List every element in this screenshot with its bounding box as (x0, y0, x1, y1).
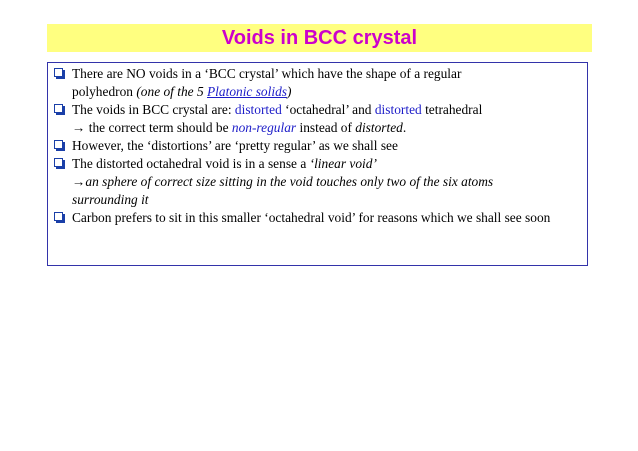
bullet-item-5 (54, 209, 581, 227)
bullet-4-line3: surrounding it (72, 192, 149, 207)
square-bullet-icon (54, 104, 63, 113)
square-bullet-icon (54, 68, 63, 77)
bullet-4-linear-void: ‘linear void’ (309, 156, 377, 171)
bullet-2-nonregular: non-regular (231, 120, 297, 135)
bullet-item-4 (54, 155, 581, 209)
bullet-1-line2: polyhedron (72, 84, 137, 99)
square-bullet-icon (54, 212, 63, 221)
bullet-2-part4: instead of (296, 120, 356, 135)
bullet-list (54, 65, 581, 227)
bullet-2-distorted-1: distorted (234, 102, 282, 117)
bullet-item-1 (54, 65, 581, 101)
bullet-2-distorted-term: distorted (355, 120, 403, 135)
bullet-4-line2: →an sphere of correct size sitting in the void touches only two of the six atoms (72, 174, 494, 189)
platonic-solids-link[interactable]: Platonic solids (207, 84, 287, 99)
square-bullet-icon (54, 140, 63, 149)
bullet-2-part5: . (402, 120, 407, 135)
bullet-5-text: Carbon prefers to sit in this smaller ‘octahedral void’ for reasons which we shall see soon (72, 210, 551, 225)
bullet-2-arrow-line: → the correct term should be (72, 120, 232, 135)
bullet-3-text: However, the ‘distortions’ are ‘pretty regular’ as we shall see (72, 138, 398, 153)
slide-title: Voids in BCC crystal (221, 26, 418, 49)
bullet-2-part2: ‘octahedral’ and (281, 102, 375, 117)
bullet-1-paren-close: ) (286, 84, 292, 99)
bullet-2-part3: tetrahedral (421, 102, 483, 117)
content-box (47, 62, 588, 266)
square-bullet-icon (54, 158, 63, 167)
bullet-4-part1: The distorted octahedral void is in a sense a (72, 156, 310, 171)
bullet-2-distorted-2: distorted (374, 102, 422, 117)
bullet-2-part1: The voids in BCC crystal are: (72, 102, 235, 117)
bullet-1-line1: There are NO voids in a ‘BCC crystal’ which have the shape of a regular (72, 66, 462, 81)
bullet-item-2 (54, 101, 581, 137)
bullet-item-3 (54, 137, 581, 155)
title-bar (47, 24, 592, 52)
bullet-1-paren-open: (one of the 5 (136, 84, 207, 99)
